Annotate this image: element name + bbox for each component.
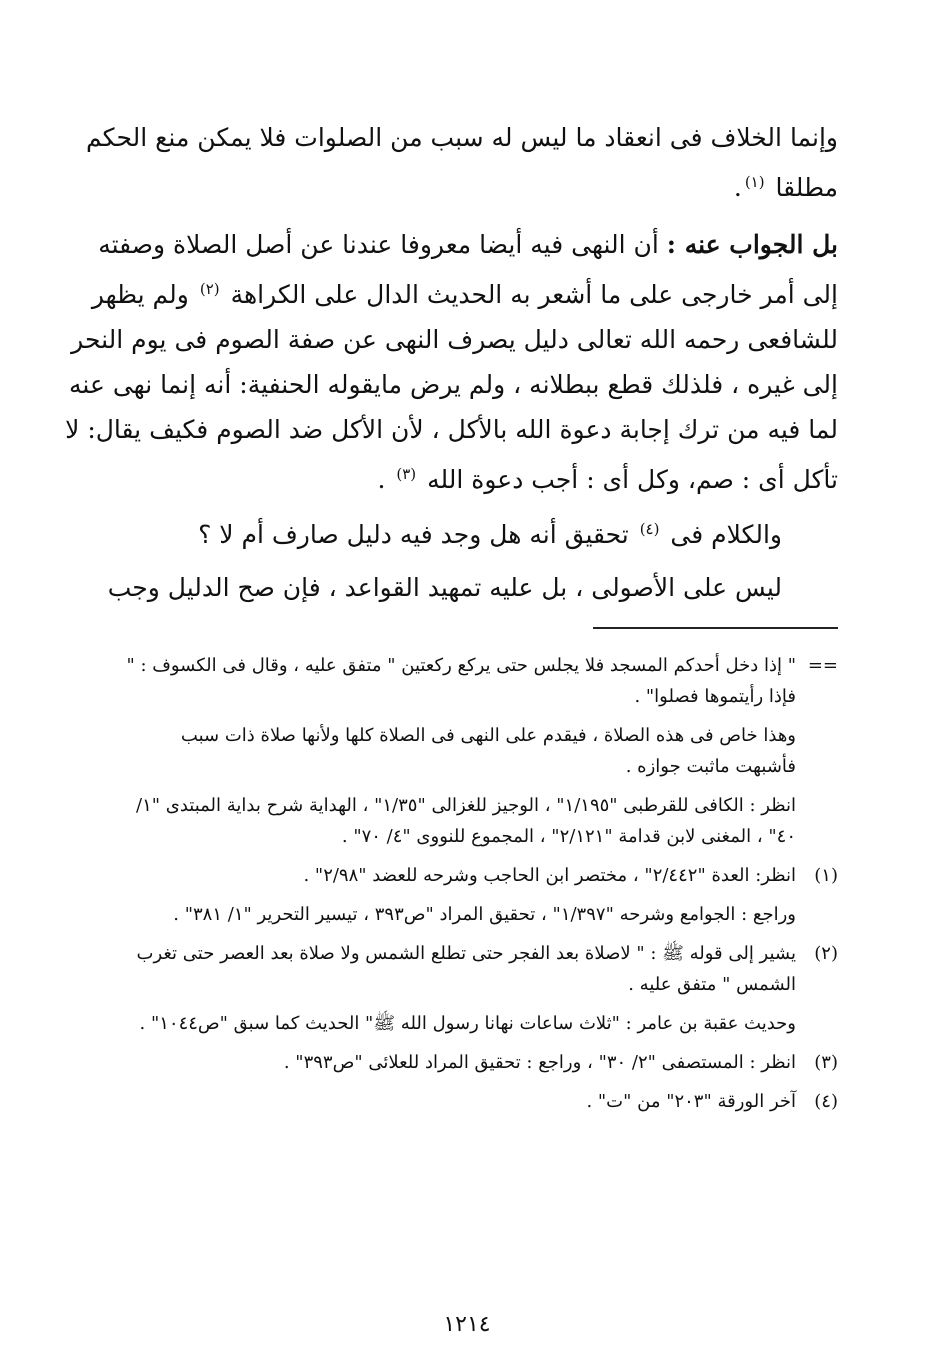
footnote-mark: (٤) xyxy=(814,1091,838,1112)
footnote-mark: (١) xyxy=(814,865,838,886)
footnote-body xyxy=(126,938,796,1039)
footnote-text: انظر: العدة "٢/٤٤٢" ، مختصر ابن الحاجب وشرحه للعضد "٢/٩٨" . xyxy=(303,865,796,886)
paragraph-2-text-6a: تأكل أى : صم، وكل أى : أجب دعوة الله xyxy=(427,465,838,494)
footnote-mark: == xyxy=(807,655,838,676)
footnote-mark: (٣) xyxy=(814,1052,838,1073)
paragraph-2-text-1: أن النهى فيه أيضا معروفا عندنا عن أصل الصلاة وصفته xyxy=(98,230,659,259)
footnote-text: وحديث عقبة بن عامر : "ثلاث ساعات نهانا رسول الله ﷺ" الحديث كما سبق "ص١٠٤٤" . xyxy=(139,1013,796,1034)
paragraph-4 xyxy=(107,565,838,610)
footnote-body xyxy=(126,1047,796,1078)
footnote-text: آخر الورقة "٢٠٣" من "ت" . xyxy=(586,1091,796,1112)
footnote-text: انظر : المستصفى "٢/ ٣٠" ، وراجع : تحقيق المراد للعلائى "ص٣٩٣" . xyxy=(283,1052,796,1073)
footnote-body xyxy=(126,650,796,852)
paragraph-1-end: . xyxy=(733,173,742,202)
paragraph-2-line-2 xyxy=(91,267,838,317)
footnote-body xyxy=(126,1086,796,1117)
page-number: ١٢١٤ xyxy=(443,1312,491,1337)
footnote-ref-4: (٤) xyxy=(639,520,660,538)
footnote-1 xyxy=(126,860,838,930)
footnote-ref-3: (٣) xyxy=(396,465,417,483)
footnote-3 xyxy=(126,1047,838,1078)
paragraph-1-line-1: وإنما الخلاف فى انعقاد ما ليس له سبب من الصلوات فلا يمكن منع الحكم xyxy=(86,123,838,152)
paragraph-1 xyxy=(86,115,838,210)
paragraph-1-line-2 xyxy=(126,160,838,210)
paragraph-4-line-1: ليس على الأصولى ، بل عليه تمهيد القواعد ، فإن صح الدليل وجب xyxy=(107,573,782,602)
paragraph-2-line-5: لما فيه من ترك إجابة دعوة الله بالأكل ، لأن الأكل ضد الصوم فكيف يقال: لا xyxy=(65,415,838,444)
paragraph-3-text-b: تحقيق أنه هل وجد فيه دليل صارف أم لا ؟ xyxy=(198,520,629,549)
footnote-body xyxy=(126,860,796,930)
footnote-text: وراجع : الجوامع وشرحه "١/٣٩٧" ، تحقيق المراد "ص٣٩٣ ، تيسير التحرير "١/ ٣٨١" . xyxy=(173,904,796,925)
footnote-ref-2: (٢) xyxy=(199,280,220,298)
paragraph-3 xyxy=(126,507,838,557)
paragraph-3-text-a: والكلام فى xyxy=(670,520,782,549)
paragraph-3-line-1 xyxy=(126,507,838,557)
footnote-2 xyxy=(126,938,838,1039)
paragraph-2 xyxy=(65,222,838,502)
paragraph-2-line-3: للشافعى رحمه الله تعالى دليل يصرف النهى عن صفة الصوم فى يوم النحر xyxy=(71,325,838,354)
footnote-text: وهذا خاص فى هذه الصلاة ، فيقدم على النهى فى الصلاة كلها ولأنها صلاة ذات سبب فأشبهت ماثبت جوازه . xyxy=(180,725,796,777)
answer-heading: بل الجواب عنه : xyxy=(666,230,838,259)
footnote-separator xyxy=(593,627,838,629)
paragraph-1-text: مطلقا xyxy=(775,173,838,202)
paragraph-2-line-1 xyxy=(98,222,838,267)
paragraph-2-line-4: إلى غيره ، فلذلك قطع ببطلانه ، ولم يرض مايقوله الحنفية: أنه إنما نهى عنه xyxy=(69,370,838,399)
paragraph-2-line-6 xyxy=(126,452,838,502)
footnote-mark: (٢) xyxy=(814,943,838,964)
paragraph-2-text-6b: . xyxy=(377,465,386,494)
footnote-text: انظر : الكافى للقرطبى "١/١٩٥" ، الوجيز للغزالى "١/٣٥" ، الهداية شرح بداية المبتدى "١/ ٤٠" ، المغنى لابن قدامة "٢/١٢١" ، المجموع للنووى "٤/ ٧٠" . xyxy=(136,795,796,847)
footnotes xyxy=(126,650,838,1125)
paragraph-2-text-2b: ولم يظهر xyxy=(91,280,189,309)
paragraph-2-text-2a: إلى أمر خارجى على ما أشعر به الحديث الدال على الكراهة xyxy=(230,280,838,309)
footnote-text: يشير إلى قوله ﷺ : " لاصلاة بعد الفجر حتى تطلع الشمس ولا صلاة بعد العصر حتى تغرب الشمس " متفق عليه . xyxy=(136,943,796,995)
footnote-4 xyxy=(126,1086,838,1117)
footnote-ref-1: (١) xyxy=(744,173,765,191)
footnote-text: " إذا دخل أحدكم المسجد فلا يجلس حتى يركع ركعتين " متفق عليه ، وقال فى الكسوف : " فإذا رأيتموها فصلوا" . xyxy=(126,655,796,707)
footnote-continued xyxy=(126,650,838,852)
